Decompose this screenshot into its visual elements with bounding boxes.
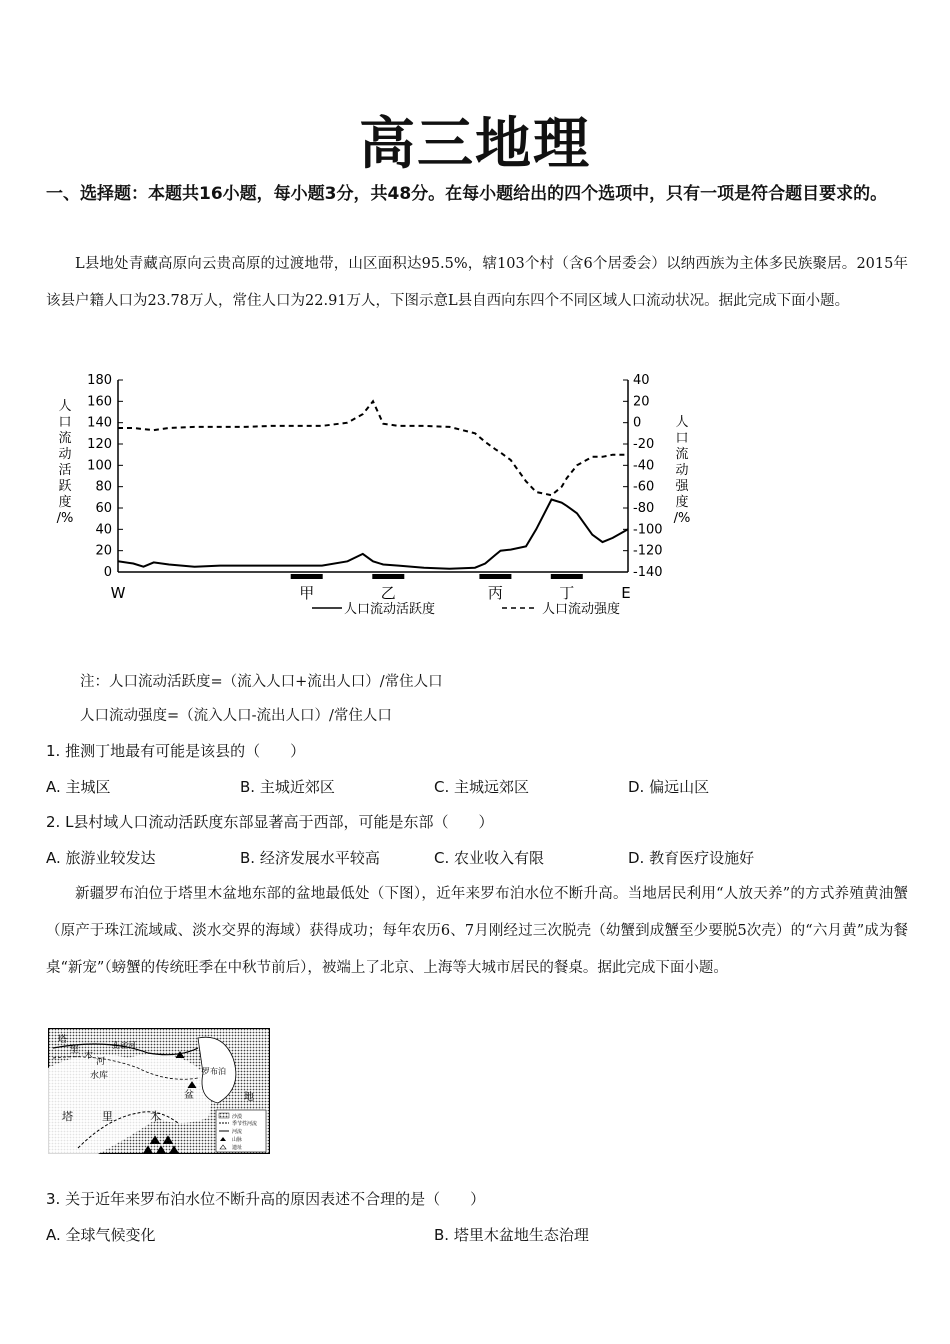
population-flow-chart — [40, 368, 700, 630]
q1-option-c: C. 主城远郊区 — [434, 778, 530, 796]
q1-option-b: B. 主城近郊区 — [240, 778, 335, 796]
right-tick-label: 40 — [633, 373, 650, 388]
lop-nur-map — [48, 1028, 270, 1154]
right-tick-label: -20 — [633, 437, 655, 452]
legend-activity-label: 人口流动活跃度 — [344, 602, 436, 617]
q2-option-d: D. 教育医疗设施好 — [628, 849, 755, 867]
legend-river: 河流 — [232, 1129, 243, 1135]
right-axis-title-char: 人 — [675, 415, 689, 430]
region-label: 甲 — [299, 584, 315, 602]
left-tick-label: 100 — [87, 458, 112, 474]
region-label: 乙 — [380, 584, 396, 602]
map-label-ta: 塔 — [58, 1035, 68, 1045]
left-axis-title-char: 口 — [58, 415, 72, 430]
q3-option-a: A. 全球气候变化 — [46, 1226, 156, 1244]
region-bar — [291, 574, 323, 579]
region-label: 丙 — [487, 584, 503, 602]
map-label-he: 河 — [96, 1057, 106, 1067]
legend-mountain: 山脉 — [232, 1137, 243, 1143]
left-axis-title-char: 人 — [58, 399, 72, 414]
region-label: W — [110, 584, 126, 602]
left-tick-label: 140 — [87, 415, 112, 431]
region-bar — [479, 574, 511, 579]
q2-option-c: C. 农业收入有限 — [434, 849, 545, 867]
map-label-li: 里 — [70, 1045, 80, 1055]
passage-1: L县地处青藏高原向云贵高原的过渡地带，山区面积达95.5%，辖103个村（含6个居委会）以纳西族为主体多民族聚居。2015年该县户籍人口为23.78万人，常住人口为22.91万人，下图示意L县自西向东四个不同区域人口流动状况。据此完成下面小题。 — [46, 256, 908, 309]
map-label-di: 地 — [244, 1092, 254, 1103]
q1-option-d: D. 偏远山区 — [628, 778, 710, 796]
left-axis-title-unit: /% — [56, 511, 74, 526]
question-3-stem: 3. 关于近年来罗布泊水位不断升高的原因表述不合理的是（ ） — [46, 1190, 486, 1208]
note-intensity: 人口流动强度=（流入人口-流出人口）/常住人口 — [80, 708, 392, 724]
question-1-stem: 1. 推测丁地最有可能是该县的（ ） — [46, 742, 306, 760]
left-axis-title-char: 活 — [58, 463, 72, 478]
region-bar — [551, 574, 583, 579]
map-label-reservoir: 水库 — [90, 1071, 109, 1081]
left-tick-label: 180 — [87, 373, 112, 388]
left-axis-title-char: 跃 — [58, 479, 72, 494]
series-intensity-line — [118, 401, 628, 495]
q2-option-a: A. 旅游业较发达 — [46, 849, 156, 867]
right-axis-title-unit: /% — [673, 511, 691, 526]
right-tick-label: 0 — [633, 415, 642, 431]
left-axis-title-char: 度 — [58, 495, 72, 510]
right-axis-title-char: 强 — [675, 479, 689, 494]
map-label-li2: 里 — [102, 1110, 113, 1123]
right-axis-title-char: 口 — [675, 431, 689, 446]
legend-desert: 沙漠 — [232, 1114, 243, 1120]
region-label: E — [621, 584, 631, 602]
question-2-stem: 2. L县村域人口流动活跃度东部显著高于西部，可能是东部（ ） — [46, 813, 494, 831]
q2-option-b: B. 经济发展水平较高 — [240, 849, 380, 867]
right-tick-label: -80 — [633, 501, 655, 516]
left-tick-label: 40 — [95, 522, 112, 538]
left-tick-label: 80 — [95, 479, 112, 495]
legend-ruins: 遗址 — [232, 1145, 243, 1151]
left-tick-label: 160 — [87, 394, 112, 410]
left-tick-label: 60 — [95, 501, 112, 516]
page-title: 高三地理 — [359, 111, 591, 177]
q3-option-b: B. 塔里木盆地生态治理 — [434, 1226, 589, 1244]
q1-option-a: A. 主城区 — [46, 778, 111, 796]
map-label-mu: 木 — [84, 1051, 94, 1061]
series-activity-line — [118, 500, 628, 569]
right-axis-title-char: 流 — [675, 447, 689, 462]
right-tick-label: -60 — [633, 479, 655, 495]
right-tick-label: -140 — [633, 565, 663, 580]
right-tick-label: -120 — [633, 543, 663, 559]
left-axis-title-char: 动 — [58, 447, 72, 462]
map-label-lop-nur: 罗布泊 — [202, 1067, 226, 1076]
note-activity: 注：人口流动活跃度=（流入人口+流出人口）/常住人口 — [80, 674, 443, 690]
left-tick-label: 120 — [87, 437, 112, 452]
legend-intensity-label: 人口流动强度 — [542, 602, 621, 617]
right-tick-label: 20 — [633, 394, 650, 410]
right-axis-title-char: 动 — [675, 463, 689, 478]
right-tick-label: -100 — [633, 522, 663, 538]
right-tick-label: -40 — [633, 458, 655, 474]
region-bar — [372, 574, 404, 579]
section-header: 一、选择题：本题共16小题，每小题3分，共48分。在每小题给出的四个选项中，只有一项是符合题目要求的。 — [46, 184, 888, 204]
map-legend — [216, 1110, 266, 1152]
passage-2: 新疆罗布泊位于塔里木盆地东部的盆地最低处（下图），近年来罗布泊水位不断升高。当地居民利用“人放天养”的方式养殖黄油蟹（原产于珠江流域咸、淡水交界的海域）获得成功；每年农历6、7月刚经过三次脱壳（幼蟹到成蟹至少要脱5次壳）的“六月黄”成为餐桌“新宠”（螃蟹的传统旺季在中秋节前后），被端上了北京、上海等大城市居民的餐桌。据此完成下面小题。 — [46, 886, 908, 976]
right-axis-title-char: 度 — [675, 495, 689, 510]
map-label-kongque: 孔雀河 — [112, 1041, 136, 1050]
left-axis-title-char: 流 — [58, 431, 72, 446]
left-tick-label: 20 — [95, 543, 112, 559]
region-label: 丁 — [559, 584, 575, 602]
map-label-mu2: 木 — [150, 1110, 161, 1123]
map-label-pen: 盆 — [184, 1090, 194, 1101]
map-label-ta2: 塔 — [62, 1110, 73, 1123]
left-tick-label: 0 — [103, 565, 112, 580]
legend-seasonal-river: 季节性河流 — [232, 1121, 258, 1127]
